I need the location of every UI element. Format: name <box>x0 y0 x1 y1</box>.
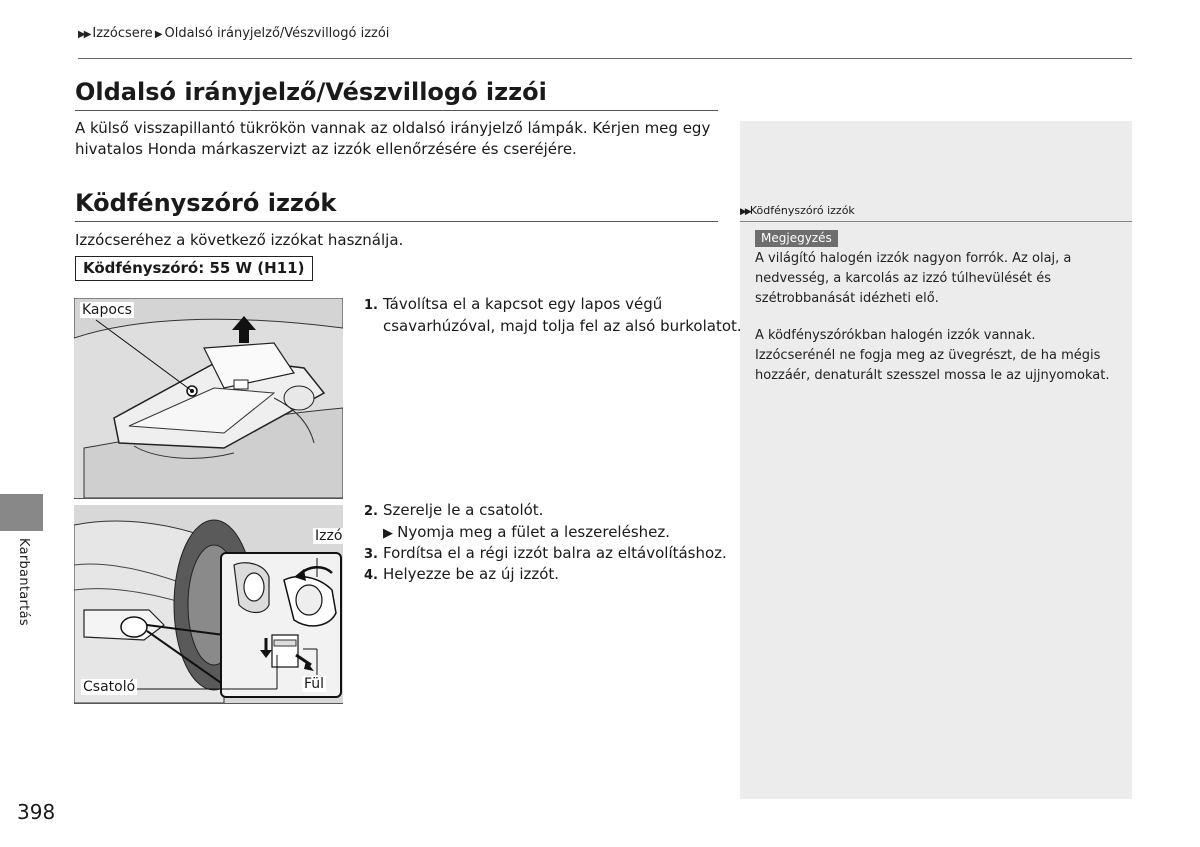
triangle-icon: ▶ <box>383 526 398 541</box>
note-line: A ködfényszórókban halogén izzók vannak. <box>755 328 1036 343</box>
double-triangle-icon: ▶▶ <box>78 29 90 40</box>
section2-title: Ködfényszóró izzók <box>75 189 337 217</box>
clip-removal-illustration <box>74 298 343 498</box>
section1-rule <box>75 110 718 111</box>
step-4 <box>364 564 559 586</box>
step-1 <box>364 294 742 337</box>
triangle-icon: ▶ <box>154 29 163 40</box>
section2-rule <box>75 221 718 222</box>
step-subtext: Nyomja meg a fület a leszereléshez. <box>397 523 671 541</box>
label-clip: Kapocs <box>82 302 132 318</box>
step-2 <box>364 500 670 544</box>
section1-text <box>75 118 710 160</box>
note-header-text: Ködfényszóró izzók <box>749 204 855 217</box>
section1-line2: hivatalos Honda márkaszervizt az izzók ellenőrzésére és cseréjére. <box>75 140 577 158</box>
page-number: 398 <box>17 800 56 824</box>
notes-sidebar <box>740 121 1132 799</box>
label-tab: Fül <box>304 676 325 692</box>
breadcrumb-level1[interactable]: Izzócsere <box>92 26 153 41</box>
bulb-replacement-illustration <box>74 505 343 703</box>
label-bulb: Izzó <box>315 528 343 544</box>
note-line: A világító halogén izzók nagyon forrók. Az olaj, a <box>755 251 1072 266</box>
breadcrumb <box>78 26 389 41</box>
step-number: 4. <box>364 568 378 583</box>
step-substep <box>364 522 670 544</box>
note-paragraph-1 <box>755 249 1071 309</box>
figure-clip-removal <box>74 298 343 499</box>
label-connector: Csatoló <box>83 679 136 695</box>
breadcrumb-level2[interactable]: Oldalsó irányjelző/Vészvillogó izzói <box>164 26 390 41</box>
header-divider <box>78 58 1132 59</box>
step-number: 1. <box>364 298 378 313</box>
note-header <box>740 204 855 217</box>
double-triangle-icon: ▶▶ <box>740 207 750 217</box>
note-badge: Megjegyzés <box>755 230 838 247</box>
step-text: Helyezze be az új izzót. <box>383 565 560 583</box>
chapter-tab-marker <box>0 494 43 531</box>
step-number: 3. <box>364 547 378 562</box>
note-line: hozzáér, denaturált szesszel mossa le az ujjnyomokat. <box>755 368 1110 383</box>
step-number: 2. <box>364 504 378 519</box>
step-text: Szerelje le a csatolót. <box>383 501 544 519</box>
section2-intro: Izzócseréhez a következő izzókat használja. <box>75 231 404 249</box>
note-paragraph-2 <box>755 326 1109 386</box>
step-text: Fordítsa el a régi izzót balra az eltávolításhoz. <box>383 544 727 562</box>
chapter-tab-label: Karbantartás <box>16 538 31 626</box>
step-text: Távolítsa el a kapcsot egy lapos végű <box>383 295 663 313</box>
note-line: nedvesség, a karcolás az izzó túlhevülését és <box>755 271 1052 286</box>
figure-bulb-replacement <box>74 505 343 704</box>
bulb-spec-box: Ködfényszóró: 55 W (H11) <box>75 256 313 281</box>
step-text: csavarhúzóval, majd tolja fel az alsó burkolatot. <box>383 317 742 335</box>
note-line: szétrobbanását idézheti elő. <box>755 291 939 306</box>
section1-title: Oldalsó irányjelző/Vészvillogó izzói <box>75 78 547 106</box>
note-rule <box>740 221 1132 222</box>
section1-line1: A külső visszapillantó tükrökön vannak az oldalsó irányjelző lámpák. Kérjen meg egy <box>75 119 711 137</box>
note-line: Izzócserénél ne fogja meg az üvegrészt, de ha mégis <box>755 348 1101 363</box>
step-3 <box>364 543 727 565</box>
